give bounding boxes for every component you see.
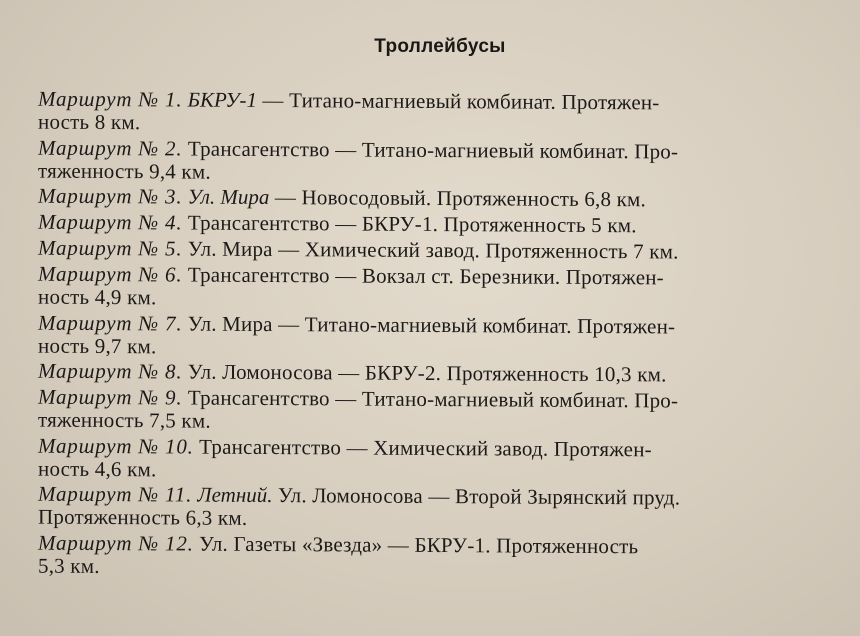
route-text-continued: Протяженность 6,3 км. [38, 504, 248, 530]
route-1 [38, 88, 828, 138]
route-label: Маршрут № 1. [38, 86, 183, 112]
route-7 [38, 311, 828, 361]
route-label: Маршрут № 8. [38, 358, 183, 384]
route-text: Ул. Мира — Химический завод. Протяженность 7 км. [182, 236, 679, 264]
route-9 [38, 386, 828, 436]
route-name: Летний. [197, 482, 273, 508]
route-text: Трансагентство — Вокзал ст. Березники. Протяжен- [182, 262, 664, 290]
route-12 [38, 531, 828, 581]
route-text: — Титано-магниевый комбинат. Протяжен- [256, 87, 660, 115]
route-2 [38, 136, 828, 186]
route-6 [38, 263, 828, 313]
route-text-continued: тяженность 7,5 км. [38, 407, 211, 433]
route-label: Маршрут № 11. [38, 481, 193, 507]
route-text: Ул. Ломоносова — Второй Зырянский пруд. [272, 483, 681, 510]
route-text: Ул. Газеты «Звезда» — БКРУ-1. Протяженность [193, 531, 639, 558]
route-8 [38, 360, 828, 387]
route-label: Маршрут № 10. [38, 433, 194, 459]
route-label: Маршрут № 6. [38, 261, 183, 287]
route-name: БКРУ-1 [187, 87, 257, 112]
section-heading: Троллейбусы [374, 36, 506, 57]
route-text: — Новосодовый. Протяженность 6,8 км. [269, 185, 646, 212]
route-text: Трансагентство — Химический завод. Протяжен- [193, 434, 652, 461]
route-text-continued: ность 8 км. [38, 109, 141, 134]
route-3 [38, 185, 828, 212]
routes-list [38, 86, 828, 582]
route-label: Маршрут № 2. [38, 135, 183, 160]
route-label: Маршрут № 3. [38, 183, 183, 209]
route-11 [38, 483, 828, 533]
route-text-continued: 5,3 км. [38, 552, 100, 577]
route-text: Трансагентство — Титано-магниевый комбинат. Про- [182, 135, 679, 163]
route-text-continued: ность 4,9 км. [38, 284, 157, 309]
route-label: Маршрут № 12. [38, 530, 194, 556]
route-text-continued: ность 9,7 км. [38, 332, 157, 358]
route-text: Ул. Ломоносова — БКРУ-2. Протяженность 10,3 км. [182, 359, 667, 387]
route-5 [38, 237, 828, 264]
route-10 [38, 434, 828, 484]
route-label: Маршрут № 4. [38, 209, 183, 235]
route-text-continued: ность 4,6 км. [38, 455, 157, 481]
route-label: Маршрут № 9. [38, 384, 183, 410]
route-text-continued: тяженность 9,4 км. [38, 157, 211, 183]
route-text: Ул. Мира — Титано-магниевый комбинат. Протяжен- [182, 310, 676, 338]
route-name: Ул. Мира [187, 184, 270, 210]
route-4 [38, 211, 828, 238]
route-label: Маршрут № 5. [38, 235, 183, 261]
route-text: Трансагентство — БКРУ-1. Протяженность 5 км. [182, 210, 637, 238]
route-label: Маршрут № 7. [38, 310, 183, 335]
route-text: Трансагентство — Титано-магниевый комбинат. Про- [182, 385, 679, 413]
